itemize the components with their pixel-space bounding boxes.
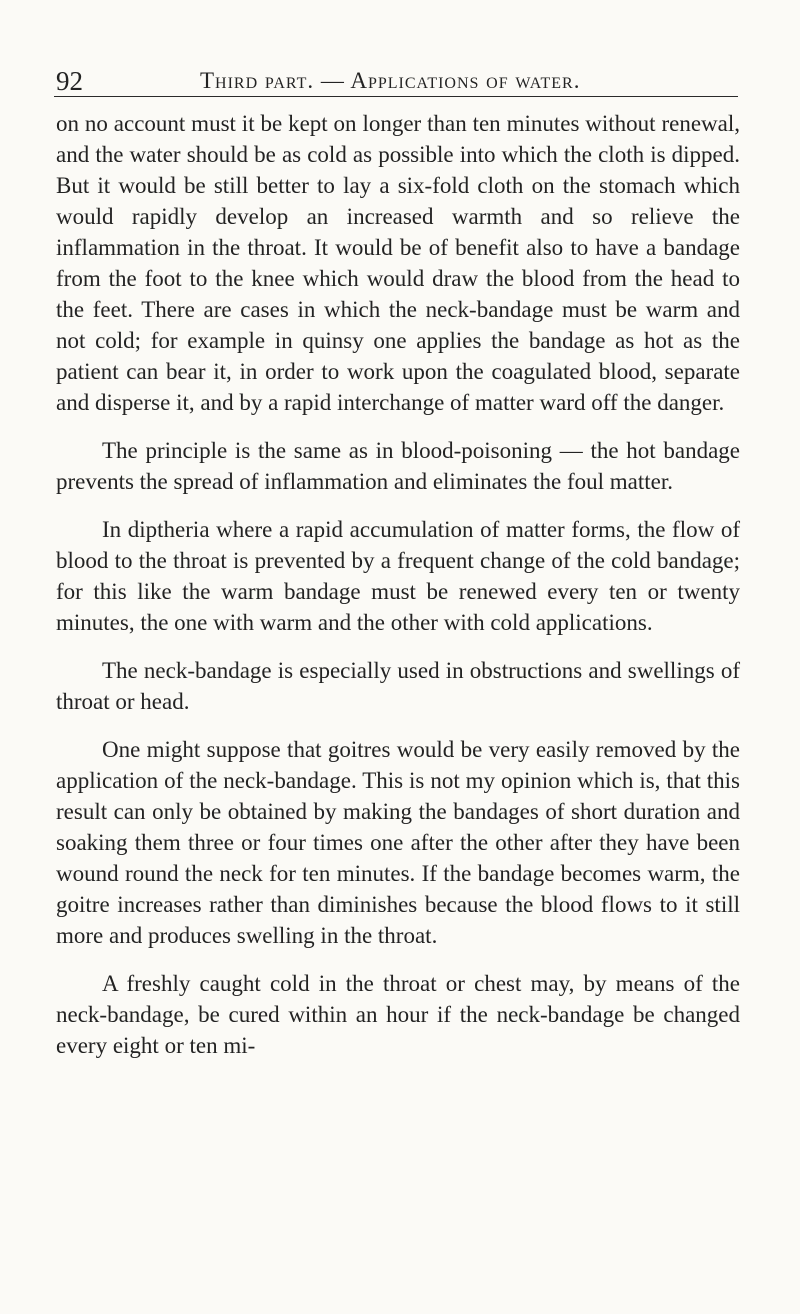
body-text — [56, 108, 740, 1078]
paragraph-fresh-cold: A freshly caught cold in the throat or chest may, by means of the neck-bandage, be cured within an hour if the neck-bandage be changed every eight or ten mi- — [56, 971, 740, 1058]
page-number: 92 — [56, 66, 83, 96]
paragraph-goitres: One might suppose that goitres would be very easily removed by the application of the neck-bandage. This is not my opinion which is, that this result can only be obtained by making the bandages of short duration and soaking them three or four times one after the other after they have been wound round the neck for ten minutes. If the bandage becomes warm, the goitre increases rather than diminishes because the blood flows to it still more and produces swelling in the throat. — [56, 737, 740, 948]
running-head — [54, 62, 738, 97]
paragraph-continuation: on no account must it be kept on longer than ten minutes without renewal, and the water should be as cold as possible into which the cloth is dipped. But it would be still better to lay a six-fold cloth on the stomach which would rapidly develop an increased warmth and so relieve the inflammation in the throat. It would be of benefit also to have a bandage from the foot to the knee which would draw the blood from the head to the feet. There are cases in which the neck-bandage must be warm and not cold; for example in quinsy one applies the bandage as hot as the patient can bear it, in order to work upon the coagulated blood, separate and disperse it, and by a rapid interchange of matter ward off the danger. — [56, 111, 740, 415]
paragraph-diptheria: In diptheria where a rapid accumulation of matter forms, the flow of blood to the throat is prevented by a frequent change of the cold bandage; for this like the warm bandage must be renewed every ten or twenty minutes, the one with warm and the other with cold applications. — [56, 517, 740, 635]
paragraph-obstructions: The neck-bandage is especially used in obstructions and swellings of throat or head. — [56, 658, 740, 714]
running-head-title: Third part. — Applications of water. — [200, 68, 581, 93]
paragraph-blood-poisoning: The principle is the same as in blood-poisoning — the hot bandage prevents the spread of inflammation and eliminates the foul matter. — [56, 438, 740, 494]
